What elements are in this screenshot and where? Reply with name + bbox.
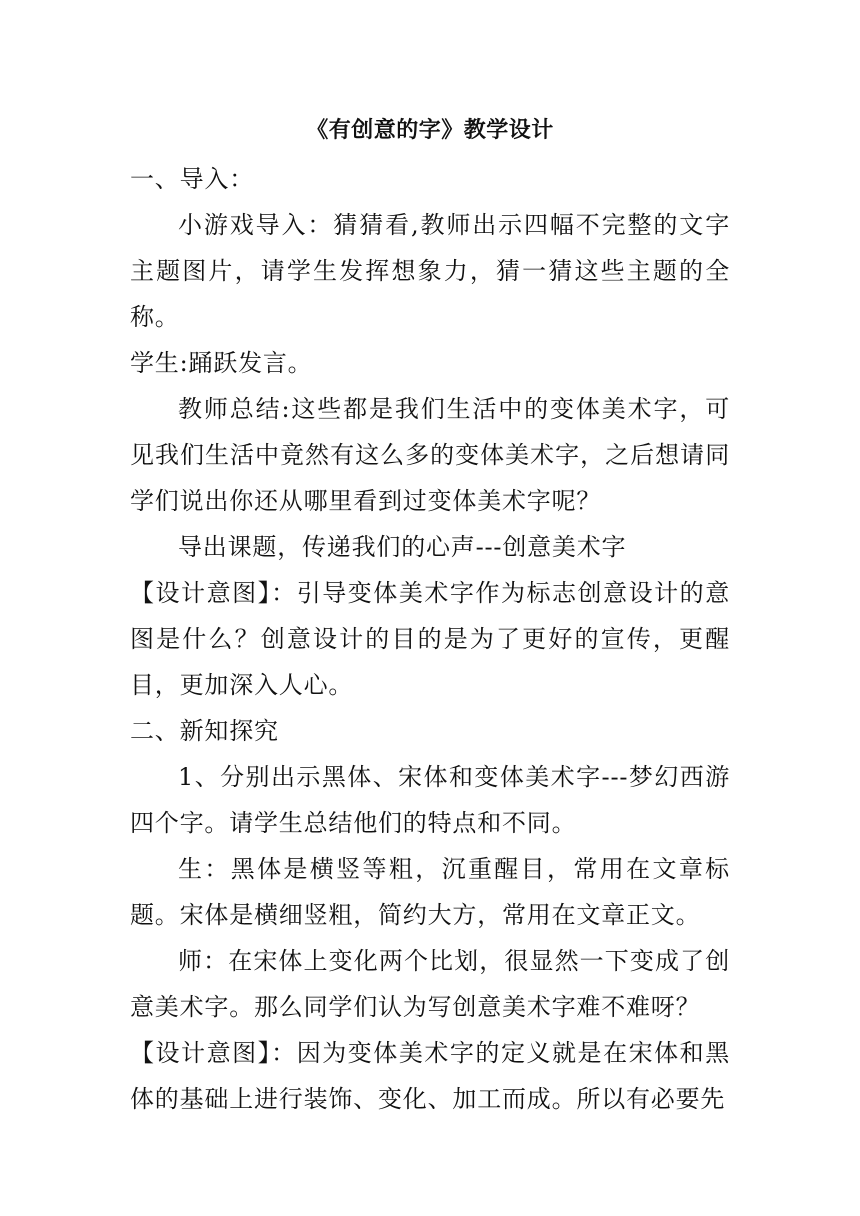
paragraph-font-comparison: 1、分别出示黑体、宋体和变体美术字---梦幻西游四个字。请学生总结他们的特点和不同。: [130, 763, 730, 837]
document-title: 《有创意的字》教学设计: [306, 117, 554, 143]
document-body: [130, 110, 730, 1122]
paragraph-design-intent-1: 【设计意图】：引导变体美术字作为标志创意设计的意图是什么？创意设计的目的是为了更好的宣传，更醒目，更加深入人心。: [130, 579, 730, 699]
section-heading-intro: 一、导入：: [130, 165, 254, 193]
paragraph-teacher-question: 师：在宋体上变化两个比划，很显然一下变成了创意美术字。那么同学们认为写创意美术字难不难呀？: [130, 947, 730, 1021]
paragraph-lesson-topic: 导出课题，传递我们的心声---创意美术字: [178, 533, 627, 561]
paragraph-game-intro: 小游戏导入：猜猜看,教师出示四幅不完整的文字主题图片，请学生发挥想象力，猜一猜这些主题的全称。: [130, 211, 730, 331]
paragraph-student-observation: 生：黑体是横竖等粗，沉重醒目，常用在文章标题。宋体是横细竖粗，简约大方，常用在文章正文。: [130, 855, 730, 929]
paragraph-teacher-summary: 教师总结:这些都是我们生活中的变体美术字，可见我们生活中竟然有这么多的变体美术字，之后想请同学们说出你还从哪里看到过变体美术字呢？: [130, 395, 730, 515]
paragraph-design-intent-2: 【设计意图】：因为变体美术字的定义就是在宋体和黑体的基础上进行装饰、变化、加工而成。所以有必要先: [130, 1039, 730, 1113]
section-heading-new-knowledge: 二、新知探究: [130, 717, 279, 745]
paragraph-student-response: 学生:踊跃发言。: [130, 349, 313, 377]
